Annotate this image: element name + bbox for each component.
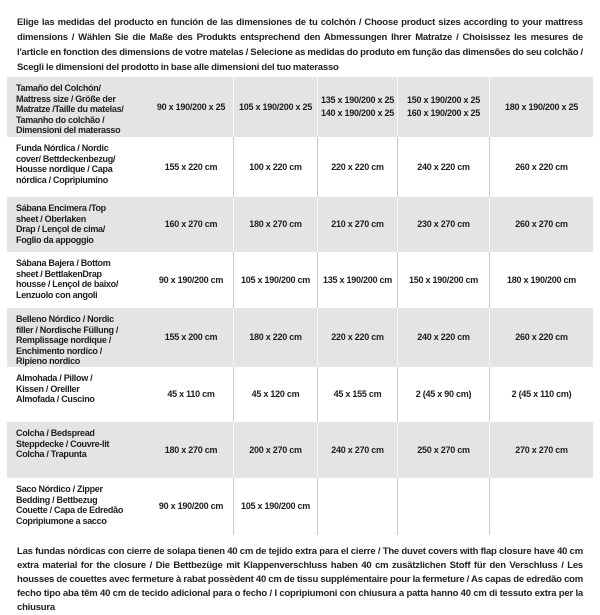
size-cell: 180 x 270 cm <box>233 197 317 252</box>
row-label: Sábana Bajera / Bottom sheet / BettlakenDrap housse / Lençol de baixo/ Lenzuolo con angoli <box>16 258 119 300</box>
size-cell: 45 x 120 cm <box>233 367 317 422</box>
size-cell: 270 x 270 cm <box>489 422 593 478</box>
size-cell: 180 x 190/200 cm <box>489 252 593 308</box>
size-cell: 2 (45 x 110 cm) <box>489 367 593 422</box>
size-cell: 90 x 190/200 cm <box>158 274 224 285</box>
size-cell: 105 x 190/200 cm <box>233 252 317 308</box>
size-cell: 45 x 110 cm <box>167 389 215 399</box>
size-cell: 210 x 270 cm <box>317 197 397 252</box>
size-cell: 260 x 220 cm <box>489 308 593 367</box>
row-label: Tamaño del Colchón/ Mattress size / Größe der Matratze /Taille du matelas/ Tamanho do colchão / Dimensioni del materasso <box>16 83 124 135</box>
size-table <box>7 77 593 535</box>
size-cell: 250 x 270 cm <box>397 422 489 478</box>
size-cell: 220 x 220 cm <box>317 137 397 197</box>
row-label: Almohada / Pillow / Kissen / Oreiller Almofada / Cuscino <box>16 373 95 404</box>
table-row-nordic-filler <box>7 308 593 367</box>
size-cell: 135 x 190/200 cm <box>317 252 397 308</box>
bottom-note: Las fundas nórdicas con cierre de solapa tienen 40 cm de tejido extra para el cierre / The duvet covers with flap closure have 40 cm extra material for the closure / Die Bettbezüge mit Klappenverschluss haben 40 cm zusätzlichen Stoff für den Verschluss / Les housses de couettes avec fermeture à rabat possèdent 40 cm de tissu supplémentaire pour la fermeture / As capas de edredão com fecho tipo aba têm 40 cm de tecido adicional para o fecho / I copripiumoni con chiusura a patta hanno 40 cm di tessuto extra per la chiusura <box>17 546 583 613</box>
row-label: Sábana Encimera /Top sheet / Oberlaken Drap / Lençol de cima/ Foglio da appoggio <box>16 203 106 245</box>
size-cell: 105 x 190/200 cm <box>233 478 317 535</box>
size-cell: 180 x 220 cm <box>233 308 317 367</box>
size-cell: 160 x 270 cm <box>164 219 218 229</box>
table-row-pillow <box>7 367 593 422</box>
size-cell: 220 x 220 cm <box>317 308 397 367</box>
size-cell: 45 x 155 cm <box>317 367 397 422</box>
row-label: Saco Nórdico / Zipper Bedding / Bettbezug Couette / Capa de Edredão Copripiumone a sacco <box>16 484 124 526</box>
size-cell: 200 x 270 cm <box>233 422 317 478</box>
size-cell: 240 x 220 cm <box>397 137 489 197</box>
row-label: Funda Nórdica / Nordic cover/ Bettdeckenbezug/ Housse nordique / Capa nórdica / Copripiumino <box>16 143 116 185</box>
size-cell: 155 x 220 cm <box>164 161 218 172</box>
size-cell: 150 x 190/200 x 25 160 x 190/200 x 25 <box>397 77 489 137</box>
table-row-zipper-bedding <box>7 478 593 535</box>
table-row-bedspread <box>7 422 593 478</box>
size-cell: 100 x 220 cm <box>233 137 317 197</box>
size-cell: 155 x 200 cm <box>164 332 218 342</box>
table-row-bottom-sheet <box>7 252 593 308</box>
size-cell <box>317 478 397 535</box>
size-cell: 260 x 270 cm <box>489 197 593 252</box>
row-label: Belleno Nórdico / Nordic filler / Nordische Füllung / Remplissage nordique / Enchimento nordico / Ripieno nordico <box>16 314 119 366</box>
top-note: Elige las medidas del producto en función de las dimensiones de tu colchón / Choose product sizes according to your mattress dimensions / Wählen Sie die Maße des Produkts entsprechend den Abmessungen Ihrer Matratze / Choisissez les mesures de l'article en fonction des dimensions de votre matelas / Selecione as medidas do produto em função das dimensões do seu colchão / Scegli le dimensioni del prodotto in base alle dimensioni del tuo materasso <box>17 17 583 73</box>
size-cell: 240 x 270 cm <box>317 422 397 478</box>
table-row-top-sheet <box>7 197 593 252</box>
size-cell: 150 x 190/200 cm <box>397 252 489 308</box>
size-cell: 90 x 190/200 x 25 <box>156 101 226 112</box>
size-cell <box>489 478 593 535</box>
size-cell: 90 x 190/200 cm <box>158 501 224 511</box>
size-cell: 180 x 190/200 x 25 <box>489 77 593 137</box>
size-cell: 240 x 220 cm <box>397 308 489 367</box>
size-cell: 180 x 270 cm <box>164 444 218 455</box>
size-cell: 105 x 190/200 x 25 <box>233 77 317 137</box>
size-cell: 260 x 220 cm <box>489 137 593 197</box>
size-cell: 2 (45 x 90 cm) <box>397 367 489 422</box>
table-row-nordic-cover <box>7 137 593 197</box>
size-cell <box>397 478 489 535</box>
size-cell: 230 x 270 cm <box>397 197 489 252</box>
row-label: Colcha / Bedspread Steppdecke / Couvre-lit Colcha / Trapunta <box>16 428 110 459</box>
table-row-mattress-size <box>7 77 593 137</box>
size-cell: 135 x 190/200 x 25 140 x 190/200 x 25 <box>317 77 397 137</box>
